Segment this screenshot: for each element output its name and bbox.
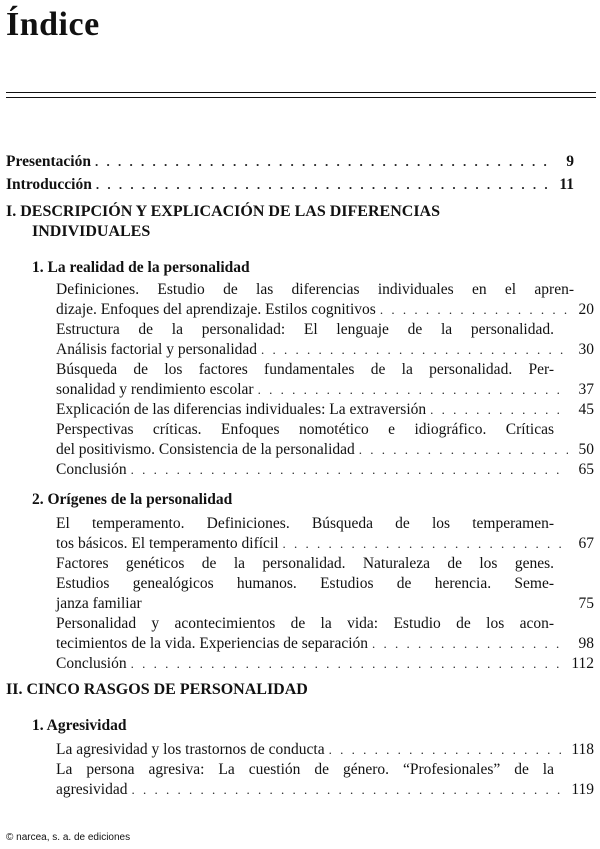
toc-label: Conclusión bbox=[56, 461, 127, 478]
toc-entry bbox=[56, 300, 594, 320]
toc-text-line: Estudios genealógicos humanos. Estudios de herencia. Seme- bbox=[56, 575, 554, 592]
toc-label: Introducción bbox=[6, 176, 92, 193]
leader-dots bbox=[380, 300, 568, 320]
toc-entry bbox=[56, 634, 594, 654]
toc-label: tos básicos. El temperamento difícil bbox=[56, 535, 279, 552]
toc-entry bbox=[56, 440, 594, 460]
part-1-heading: I. DESCRIPCIÓN Y EXPLICACIÓN DE LAS DIFERENCIAS bbox=[6, 203, 440, 220]
page-title: Índice bbox=[6, 6, 100, 43]
toc-page-number: 98 bbox=[578, 635, 594, 652]
leader-dots bbox=[131, 460, 568, 480]
toc-entry bbox=[56, 654, 594, 674]
leader-dots bbox=[329, 740, 568, 760]
toc-page-number: 112 bbox=[571, 655, 594, 672]
toc-label: sonalidad y rendimiento escolar bbox=[56, 381, 254, 398]
toc-entry bbox=[56, 380, 594, 400]
toc-text-line: La persona agresiva: La cuestión de género. “Profesionales” de la bbox=[56, 761, 554, 778]
toc-page-number: 50 bbox=[578, 441, 594, 458]
toc-page-number: 118 bbox=[571, 741, 594, 758]
toc-page-number: 9 bbox=[566, 153, 574, 170]
toc-label: Análisis factorial y personalidad bbox=[56, 341, 258, 358]
toc-page-number: 11 bbox=[559, 176, 574, 193]
toc-label: del positivismo. Consistencia de la personalidad bbox=[56, 441, 355, 458]
toc-label: tecimientos de la vida. Experiencias de separación bbox=[56, 635, 369, 652]
toc-label: La agresividad y los trastornos de conducta bbox=[56, 741, 325, 758]
copyright-footer: © narcea, s. a. de ediciones bbox=[6, 832, 131, 843]
title-rule-bottom bbox=[6, 97, 596, 98]
toc-page-number: 30 bbox=[578, 341, 594, 358]
toc-page-number: 45 bbox=[578, 401, 594, 418]
toc-entry bbox=[56, 740, 594, 760]
toc-text-line: Estructura de la personalidad: El lenguaje de la personalidad. bbox=[56, 321, 554, 338]
toc-text-line: Factores genéticos de la personalidad. Naturaleza de los genes. bbox=[56, 555, 554, 572]
leader-dots bbox=[359, 440, 568, 460]
chapter-1-heading: 1. Agresividad bbox=[32, 717, 127, 734]
leader-dots bbox=[96, 175, 548, 195]
leader-dots bbox=[95, 152, 548, 172]
toc-entry-presentacion bbox=[6, 152, 574, 172]
toc-page-number: 119 bbox=[571, 781, 594, 798]
leader-dots bbox=[283, 534, 568, 554]
toc-entry bbox=[56, 780, 594, 800]
toc-text-line: Búsqueda de los factores fundamentales de la personalidad. Per- bbox=[56, 361, 554, 378]
chapter-2-heading: 2. Orígenes de la personalidad bbox=[32, 491, 233, 508]
toc-page-number: 75 bbox=[578, 595, 594, 612]
part-2-heading: II. CINCO RASGOS DE PERSONALIDAD bbox=[6, 681, 308, 698]
toc-entry bbox=[56, 460, 594, 480]
leader-dots bbox=[131, 780, 567, 800]
toc-label: janza familiar bbox=[56, 595, 142, 612]
toc-page-number: 67 bbox=[578, 535, 594, 552]
toc-text-line: El temperamento. Definiciones. Búsqueda de los temperamen- bbox=[56, 515, 554, 532]
chapter-1-heading: 1. La realidad de la personalidad bbox=[32, 259, 250, 276]
toc-page-number: 37 bbox=[578, 381, 594, 398]
toc-text-line: Perspectivas críticas. Enfoques nomotético e idiográfico. Críticas bbox=[56, 421, 554, 438]
toc-entry bbox=[56, 594, 594, 614]
leader-dots bbox=[430, 400, 568, 420]
toc-label: Conclusión bbox=[56, 655, 127, 672]
title-rule-top bbox=[6, 92, 596, 93]
leader-dots bbox=[131, 654, 568, 674]
toc-text-line: Definiciones. Estudio de las diferencias individuales en el apren- bbox=[56, 281, 574, 298]
toc-page-number: 20 bbox=[578, 301, 594, 318]
leader-dots bbox=[258, 380, 568, 400]
toc-text-line: Personalidad y acontecimientos de la vida: Estudio de los acon- bbox=[56, 615, 554, 632]
leader-dots bbox=[261, 340, 568, 360]
part-1-heading-cont: INDIVIDUALES bbox=[32, 223, 151, 240]
toc-entry bbox=[56, 340, 594, 360]
toc-label: Presentación bbox=[6, 153, 91, 170]
toc-entry bbox=[56, 400, 594, 420]
toc-entry-introduccion bbox=[6, 175, 574, 195]
toc-label: Explicación de las diferencias individuales: La extraversión bbox=[56, 401, 427, 418]
leader-dots bbox=[372, 634, 568, 654]
toc-label: agresividad bbox=[56, 781, 128, 798]
toc-label: dizaje. Enfoques del aprendizaje. Estilos cognitivos bbox=[56, 301, 376, 318]
toc-entry bbox=[56, 534, 594, 554]
toc-page-number: 65 bbox=[578, 461, 594, 478]
